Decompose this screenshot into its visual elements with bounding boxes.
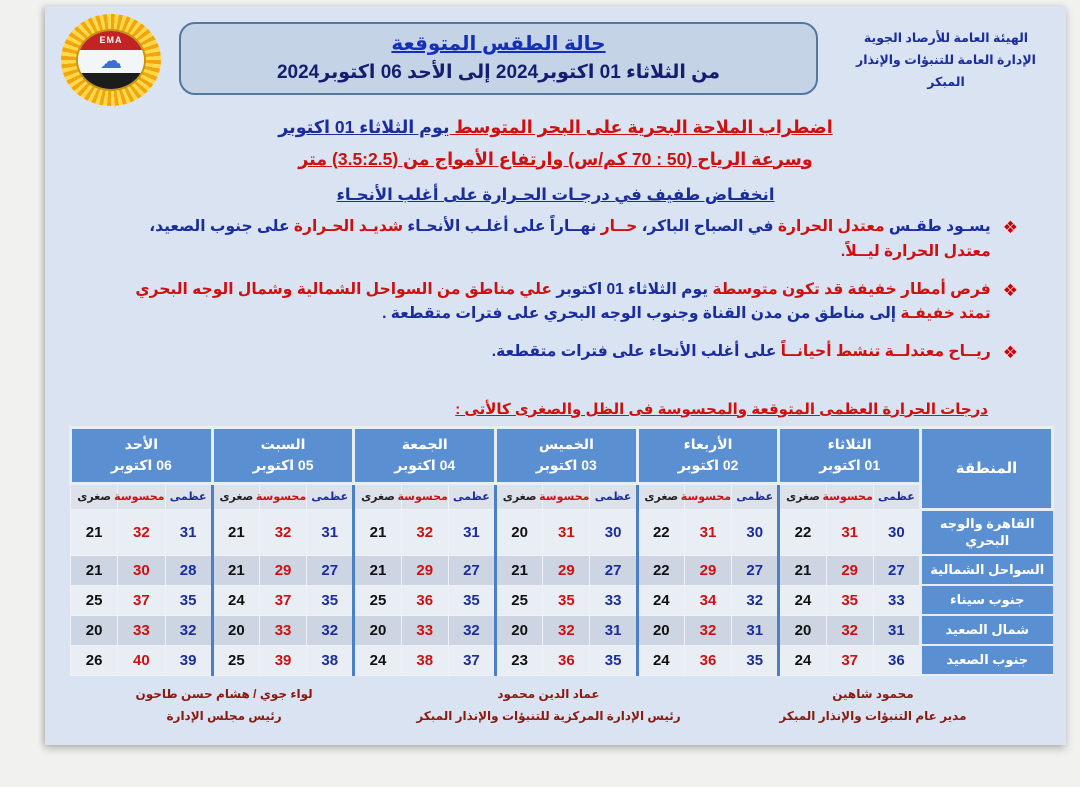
text-segment: وسرعة الرياح (50 : 70 كم/س) وارتفاع الأمواج من (3.5:2.5) متر	[298, 148, 813, 169]
temp-cell-feel: 35	[543, 585, 590, 615]
ema-emblem	[76, 29, 146, 91]
temp-cell-max: 30	[732, 509, 779, 555]
temp-cell-feel: 32	[118, 509, 165, 555]
signature-block	[734, 684, 1012, 727]
temp-cell-max: 31	[448, 509, 495, 555]
temp-cell-max: 39	[165, 645, 212, 675]
bullet-text	[115, 215, 991, 265]
text-segment: معتدل الحرارة	[773, 218, 885, 235]
temp-cell-min: 22	[637, 555, 684, 585]
table-row	[71, 645, 1053, 675]
marine-warning-line1	[45, 112, 1066, 144]
temp-cell-min: 24	[779, 585, 826, 615]
text-segment: معتدل الحرارة ليــلاً.	[840, 242, 991, 260]
text-segment: ريــاح معتدلــة تنشط أحيانــاً	[776, 343, 991, 361]
marine-warning-line2	[45, 144, 1066, 176]
temp-cell-min: 20	[212, 615, 259, 645]
table-row	[71, 509, 1053, 555]
temp-cell-feel: 31	[684, 509, 731, 555]
measure-header-feel: محسوسة	[259, 483, 306, 509]
temp-cell-min: 26	[71, 645, 118, 675]
temp-cell-feel: 38	[401, 645, 448, 675]
temp-cell-max: 27	[590, 555, 637, 585]
temp-cell-max: 35	[307, 585, 354, 615]
temp-cell-min: 25	[212, 645, 259, 675]
measure-header-min: صغرى	[71, 483, 118, 509]
measure-header-min: صغرى	[212, 483, 259, 509]
title-box	[179, 22, 818, 95]
forecast-bullets	[45, 205, 1066, 366]
temp-cell-min: 21	[71, 509, 118, 555]
temp-cell-max: 31	[590, 615, 637, 645]
measure-header-feel: محسوسة	[118, 483, 165, 509]
table-row	[71, 585, 1053, 615]
temp-cell-min: 23	[496, 645, 543, 675]
temp-cell-max: 27	[732, 555, 779, 585]
signature-name: محمود شاهين	[832, 687, 914, 702]
text-segment: في الصباح الباكر،	[637, 218, 774, 235]
signature-name: لواء جوي / هشام حسن طاحون	[135, 687, 313, 702]
temp-cell-max: 28	[165, 555, 212, 585]
temp-cell-min: 24	[637, 645, 684, 675]
measure-header-max: عظمى	[873, 483, 920, 509]
temp-cell-min: 25	[71, 585, 118, 615]
temp-cell-feel: 33	[118, 615, 165, 645]
bulletin-header	[45, 6, 1066, 106]
text-segment: على جنوب الصعيد،	[149, 218, 290, 235]
measure-header-feel: محسوسة	[684, 483, 731, 509]
temp-cell-min: 21	[354, 509, 401, 555]
temp-cell-feel: 32	[543, 615, 590, 645]
temp-cell-feel: 29	[543, 555, 590, 585]
temp-cell-feel: 31	[543, 509, 590, 555]
temp-cell-min: 21	[779, 555, 826, 585]
temp-cell-feel: 40	[118, 645, 165, 675]
temp-cell-max: 33	[873, 585, 920, 615]
region-cell: السواحل الشمالية	[921, 555, 1053, 585]
bullet-item	[115, 340, 1018, 366]
temp-cell-min: 24	[779, 645, 826, 675]
temp-cell-min: 21	[212, 555, 259, 585]
temp-cell-max: 27	[448, 555, 495, 585]
temp-cell-max: 35	[732, 645, 779, 675]
temp-cell-feel: 29	[401, 555, 448, 585]
bullet-text	[115, 278, 991, 328]
marine-warning	[45, 112, 1066, 175]
region-column-header: المنطقة	[921, 427, 1053, 509]
cloud-icon: ☁	[78, 50, 144, 73]
region-cell: القاهرة والوجه البحري	[921, 509, 1053, 555]
temp-cell-feel: 37	[118, 585, 165, 615]
diamond-bullet-icon: ❖	[1002, 280, 1018, 300]
temp-cell-max: 36	[873, 645, 920, 675]
temp-cell-min: 20	[779, 615, 826, 645]
forecast-heading: انخفـاض طفيف في درجـات الحـرارة على أغلب الأنحـاء	[336, 186, 775, 204]
temp-cell-feel: 37	[826, 645, 873, 675]
ema-logo	[61, 14, 161, 106]
temp-cell-min: 20	[496, 509, 543, 555]
temp-cell-max: 33	[590, 585, 637, 615]
temp-cell-feel: 29	[259, 555, 306, 585]
text-segment: على أغلب الأنحاء على فترات متقطعة.	[491, 343, 777, 361]
signature-block	[85, 684, 363, 727]
temps-table	[69, 426, 1054, 677]
text-segment: اضطراب الملاحة البحرية على البحر المتوسط	[449, 117, 833, 137]
temp-cell-max: 31	[732, 615, 779, 645]
temp-cell-min: 20	[496, 615, 543, 645]
signature-title: رئيس الإدارة المركزية للتنبؤات والإنذار المبكر	[416, 708, 681, 723]
text-segment: يسـود طقـس	[884, 218, 991, 235]
temp-cell-min: 21	[354, 555, 401, 585]
temp-cell-max: 30	[590, 509, 637, 555]
page-title: حالة الطقس المتوقعة	[391, 33, 606, 55]
temp-cell-min: 20	[637, 615, 684, 645]
temp-cell-max: 31	[307, 509, 354, 555]
temp-cell-max: 31	[873, 615, 920, 645]
measure-header-max: عظمى	[307, 483, 354, 509]
measure-header-min: صغرى	[637, 483, 684, 509]
temp-cell-min: 20	[354, 615, 401, 645]
text-segment: إلى مناطق من مدن القناة وجنوب الوجه البحري على فترات متقطعة .	[382, 305, 897, 323]
org-name-line1: الهيئة العامة للأرصاد الجوية	[863, 31, 1029, 45]
temp-cell-max: 27	[307, 555, 354, 585]
text-segment: نهــاراً على أغلـب الأنحـاء	[403, 218, 597, 235]
bullet-item	[115, 278, 1018, 328]
text-segment: يوم الثلاثاء 01 اكتوبر	[552, 280, 709, 298]
bullet-text	[115, 340, 991, 365]
temp-cell-feel: 33	[401, 615, 448, 645]
temp-cell-min: 22	[637, 509, 684, 555]
bullet-item	[115, 215, 1018, 265]
diamond-bullet-icon: ❖	[1002, 343, 1018, 363]
temp-cell-max: 38	[307, 645, 354, 675]
measure-header-feel: محسوسة	[826, 483, 873, 509]
measure-header-max: عظمى	[165, 483, 212, 509]
temp-cell-max: 27	[873, 555, 920, 585]
temp-cell-feel: 36	[401, 585, 448, 615]
measure-header-feel: محسوسة	[543, 483, 590, 509]
day-header-cell: الأربعاء 02 اكتوبر	[637, 427, 779, 483]
measure-header-min: صغرى	[354, 483, 401, 509]
temp-cell-feel: 36	[543, 645, 590, 675]
temp-cell-feel: 37	[259, 585, 306, 615]
temp-cell-feel: 35	[826, 585, 873, 615]
table-row	[71, 555, 1053, 585]
temp-cell-min: 20	[71, 615, 118, 645]
measure-header-max: عظمى	[732, 483, 779, 509]
day-header-cell: الثلاثاء 01 اكتوبر	[779, 427, 921, 483]
measure-header-min: صغرى	[496, 483, 543, 509]
temp-cell-feel: 31	[826, 509, 873, 555]
temp-cell-max: 32	[307, 615, 354, 645]
signature-name: عماد الدين محمود	[497, 687, 600, 702]
temp-cell-min: 24	[637, 585, 684, 615]
temps-caption: درجات الحرارة العظمى المتوقعة والمحسوسة فى الظل والصغرى كالأتى :	[455, 400, 988, 418]
signatures	[45, 684, 1066, 727]
signature-title: مدير عام التنبؤات والإنذار المبكر	[779, 708, 967, 723]
temp-cell-max: 35	[590, 645, 637, 675]
temp-cell-feel: 34	[684, 585, 731, 615]
date-range: من الثلاثاء 01 اكتوبر2024 إلى الأحد 06 اكتوبر2024	[276, 62, 721, 83]
text-segment: علي مناطق من السواحل الشمالية وشمال الوجه البحري	[135, 280, 553, 298]
temp-cell-feel: 39	[259, 645, 306, 675]
text-segment: فرص أمطار خفيفة قد تكون متوسطة	[708, 280, 991, 298]
temp-cell-feel: 32	[684, 615, 731, 645]
temp-cell-min: 25	[354, 585, 401, 615]
org-name-line2: الإدارة العامة للتنبؤات والإنذار المبكر	[856, 52, 1036, 89]
text-segment: حــار	[596, 218, 638, 235]
temp-cell-min: 25	[496, 585, 543, 615]
temp-cell-max: 32	[165, 615, 212, 645]
measure-header-max: عظمى	[448, 483, 495, 509]
temp-cell-min: 21	[212, 509, 259, 555]
table-row	[71, 615, 1053, 645]
temp-cell-min: 22	[779, 509, 826, 555]
day-header-cell: السبت 05 اكتوبر	[212, 427, 354, 483]
bulletin-document	[45, 6, 1066, 745]
region-cell: جنوب سيناء	[921, 585, 1053, 615]
temp-cell-min: 24	[354, 645, 401, 675]
temp-cell-max: 32	[448, 615, 495, 645]
day-header-cell: الجمعة 04 اكتوبر	[354, 427, 496, 483]
temp-cell-feel: 32	[826, 615, 873, 645]
temp-cell-feel: 29	[684, 555, 731, 585]
day-header-cell: الأحد 06 اكتوبر	[71, 427, 213, 483]
measure-header-max: عظمى	[590, 483, 637, 509]
temp-cell-feel: 29	[826, 555, 873, 585]
signature-title: رئيس مجلس الإدارة	[166, 708, 282, 723]
temp-cell-feel: 36	[684, 645, 731, 675]
temp-cell-max: 32	[732, 585, 779, 615]
temp-cell-feel: 33	[259, 615, 306, 645]
measure-header-min: صغرى	[779, 483, 826, 509]
temp-cell-min: 21	[71, 555, 118, 585]
ema-logo-text: EMA	[99, 35, 123, 46]
temp-cell-feel: 32	[259, 509, 306, 555]
region-cell: جنوب الصعيد	[921, 645, 1053, 675]
org-name-block	[836, 22, 1056, 94]
temp-cell-feel: 32	[401, 509, 448, 555]
temp-cell-min: 24	[212, 585, 259, 615]
text-segment: تمتد خفيفـة	[896, 305, 991, 323]
region-cell: شمال الصعيد	[921, 615, 1053, 645]
temp-cell-min: 21	[496, 555, 543, 585]
temp-cell-max: 30	[873, 509, 920, 555]
temp-cell-max: 35	[448, 585, 495, 615]
temp-cell-max: 31	[165, 509, 212, 555]
temp-cell-feel: 30	[118, 555, 165, 585]
measure-header-feel: محسوسة	[401, 483, 448, 509]
day-header-cell: الخميس 03 اكتوبر	[496, 427, 638, 483]
diamond-bullet-icon: ❖	[1002, 218, 1018, 237]
temp-cell-max: 37	[448, 645, 495, 675]
signature-block	[363, 684, 734, 727]
text-segment: شديـد الحـرارة	[289, 218, 404, 235]
text-segment: يوم الثلاثاء 01 اكتوبر	[278, 117, 450, 137]
temp-cell-max: 35	[165, 585, 212, 615]
